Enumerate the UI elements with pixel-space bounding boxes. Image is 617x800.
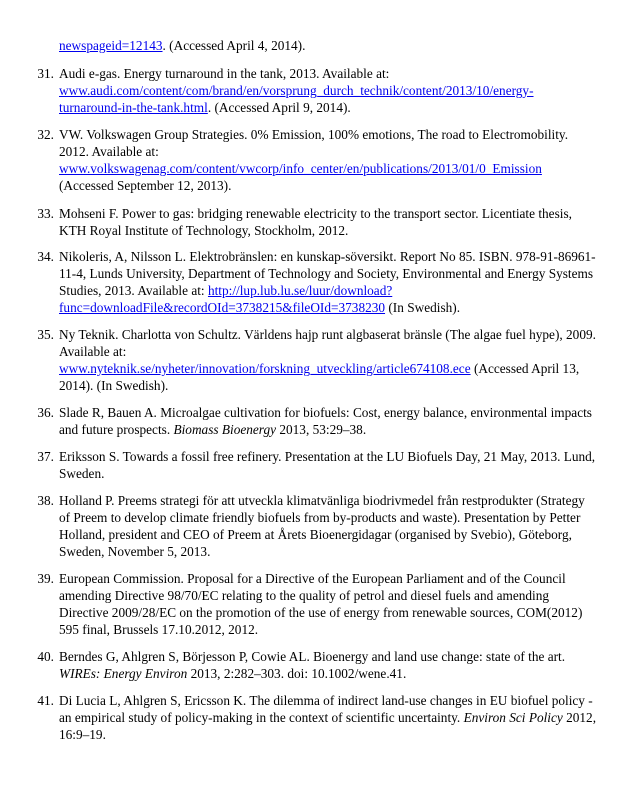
reference-number: 33.	[37, 206, 54, 221]
reference-number: 31.	[37, 66, 54, 81]
reference-number: 41.	[37, 693, 54, 708]
reference-text: Slade R, Bauen A. Microalgae cultivation for biofuels: Cost, energy balance, environmental impacts and future prospects.	[59, 405, 592, 437]
journal-title: WIREs: Energy Environ	[59, 666, 188, 681]
reference-text: Mohseni F. Power to gas: bridging renewable electricity to the transport sector. Licentiate thesis, KTH Royal Institute of Technology, Stockholm, 2012.	[59, 206, 572, 238]
reference-text-after: . (Accessed April 9, 2014).	[207, 100, 351, 115]
reference-text-after: (Accessed September 12, 2013).	[59, 178, 232, 193]
reference-number: 37.	[37, 449, 54, 464]
journal-title: Biomass Bioenergy	[173, 422, 277, 437]
reference-text-after: (Accessed April 13, 2014). (In Swedish).	[59, 361, 580, 393]
reference-link[interactable]: www.nyteknik.se/nyheter/innovation/forskning_utveckling/article674108.ece	[59, 361, 471, 376]
reference-text-after: 2013, 2:282–303. doi: 10.1002/wene.41.	[190, 666, 407, 681]
reference-number: 38.	[37, 493, 54, 508]
journal-title: Environ Sci Policy	[463, 710, 563, 725]
reference-text: Holland P. Preems strategi för att utveckla klimatvänliga biodrivmedel från restprodukter (Strategy of Preem to develop climate friendly biofuels from by-products and waste). Presentation by Petter Holland, president and CEO of Preem at Årets Bioenergidagar (organised by Svebio), Göteborg, Sweden, November 5, 2013.	[59, 493, 585, 559]
reference-text: VW. Volkswagen Group Strategies. 0% Emission, 100% emotions, The road to Electromobility. 2012. Available at:	[59, 127, 569, 159]
reference-text: Nikoleris, A, Nilsson L. Elektrobränslen: en kunskap-söversikt. Report No 85. ISBN. 978-91-86961-11-4, Lunds University, Department of Technology and Society, Environmental and Energy Systems Studies, 2013. Available at:	[59, 249, 596, 298]
reference-text-after: 2012, 16:9–19.	[59, 710, 597, 742]
reference-number: 39.	[37, 571, 54, 586]
reference-text-after: (In Swedish).	[388, 300, 461, 315]
reference-text: European Commission. Proposal for a Directive of the European Parliament and of the Council amending Directive 98/70/EC relating to the quality of petrol and diesel fuels and amending Directive 2009/28/EC on the promotion of the use of energy from renewable sources, COM(2012) 595 final, Brussels 17.10.2012, 2012.	[59, 571, 583, 637]
reference-number: 34.	[37, 249, 54, 264]
reference-link-continued[interactable]: func=downloadFile&recordOId=3738215&fileOId=3738230	[59, 300, 386, 315]
reference-number: 32.	[37, 127, 54, 142]
reference-text: Eriksson S. Towards a fossil free refinery. Presentation at the LU Biofuels Day, 21 May, 2013. Lund, Sweden.	[59, 449, 596, 481]
reference-text: Ny Teknik. Charlotta von Schultz. Världens hajp runt algbaserat bränsle (The algae fuel hype), 2009. Available at:	[59, 327, 596, 359]
reference-number: 40.	[37, 649, 54, 664]
reference-link[interactable]: www.volkswagenag.com/content/vwcorp/info_center/en/publications/2013/01/0_Emission	[59, 161, 542, 176]
reference-link-continued[interactable]: turnaround-in-the-tank.html	[59, 100, 208, 115]
reference-link[interactable]: newspageid=12143	[59, 38, 163, 53]
reference-number: 35.	[37, 327, 54, 342]
reference-link[interactable]: http://lup.lub.lu.se/luur/download?	[207, 283, 393, 298]
reference-text-after: . (Accessed April 4, 2014).	[162, 38, 306, 53]
reference-text: Audi e-gas. Energy turnaround in the tank, 2013. Available at:	[59, 66, 390, 81]
reference-text: Di Lucia L, Ahlgren S, Ericsson K. The dilemma of indirect land-use changes in EU biofuel policy - an empirical study of policy-making in the context of scientific uncertainty.	[59, 693, 593, 725]
reference-text-after: 2013, 53:29–38.	[279, 422, 367, 437]
reference-link[interactable]: www.audi.com/content/com/brand/en/vorsprung_durch_technik/content/2013/10/energy-	[59, 83, 534, 98]
reference-text: Berndes G, Ahlgren S, Börjesson P, Cowie AL. Bioenergy and land use change: state of the art.	[59, 649, 566, 664]
reference-number: 36.	[37, 405, 54, 420]
